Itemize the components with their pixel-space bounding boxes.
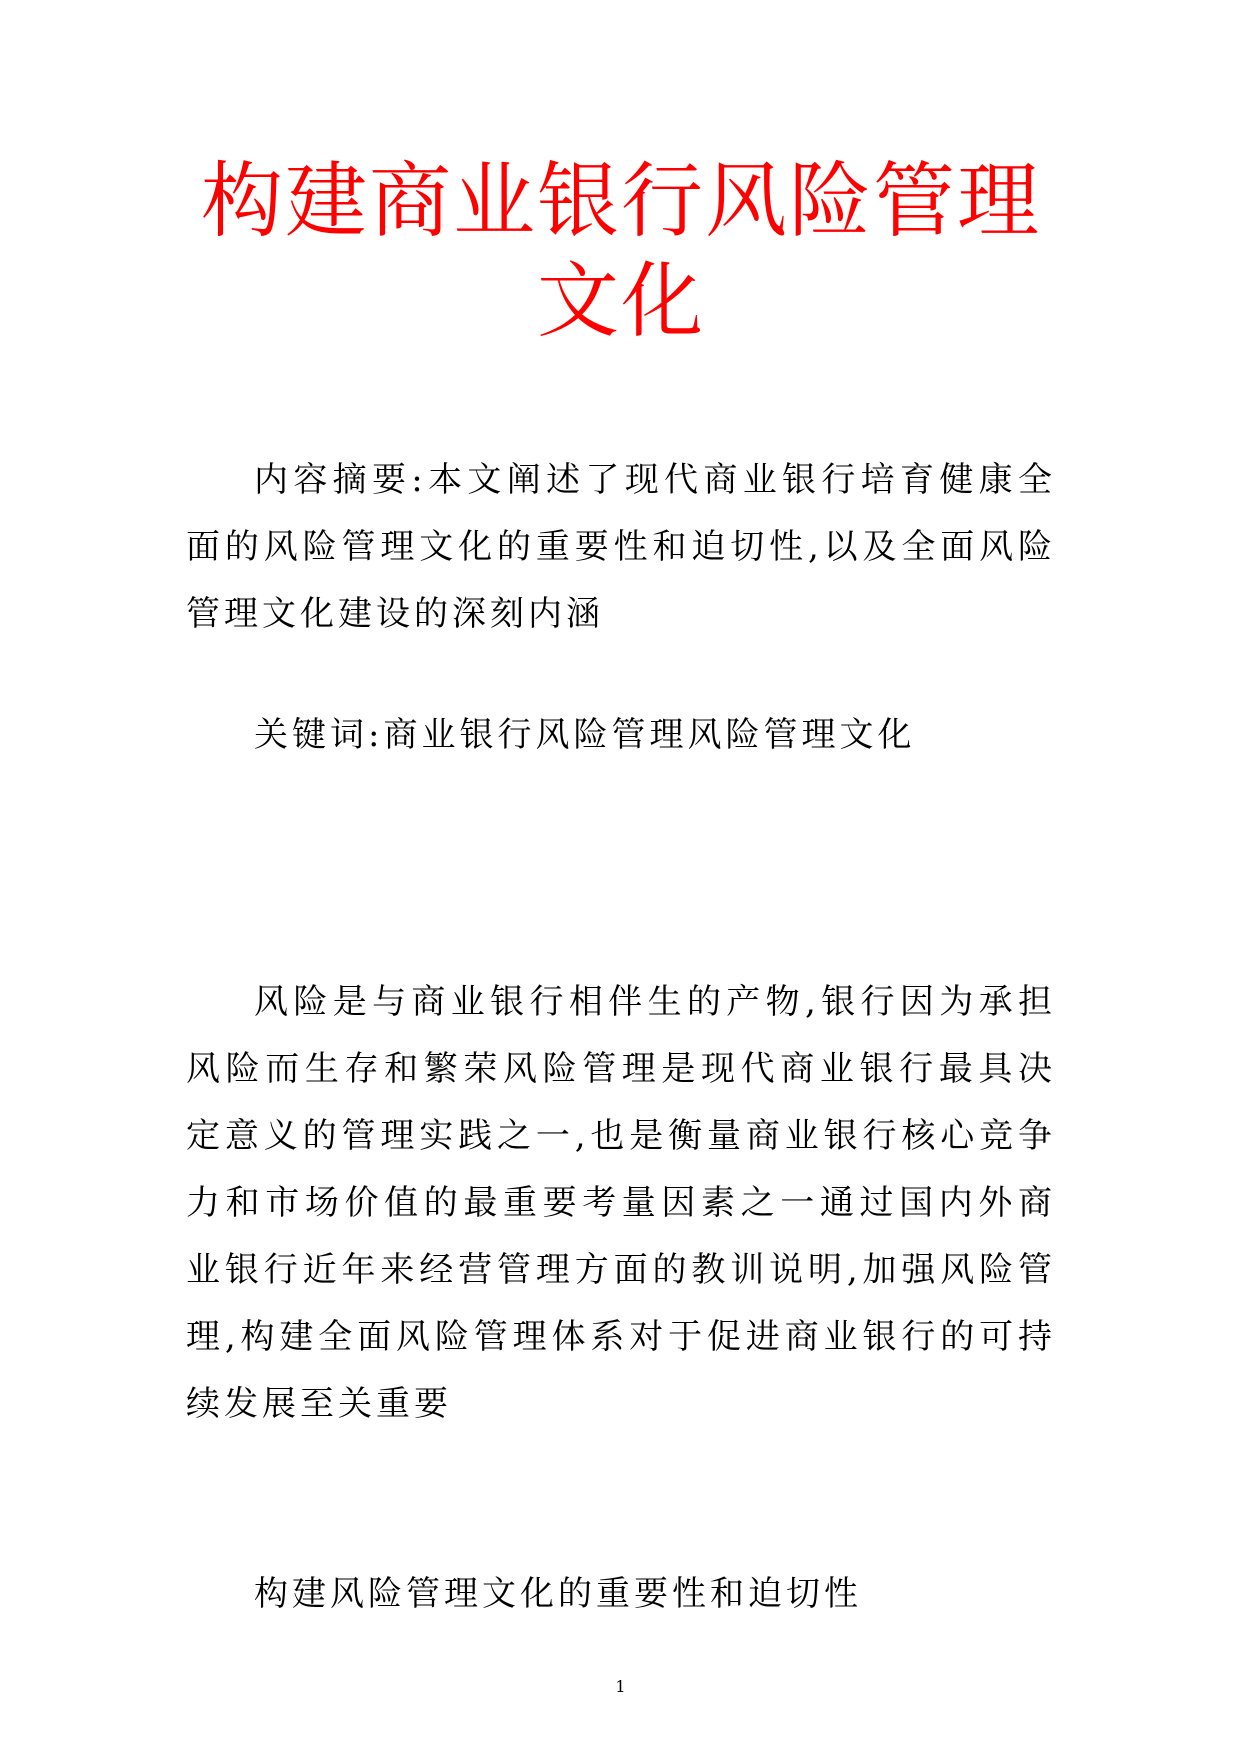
document-title: 构建商业银行风险管理文化 xyxy=(200,154,1041,349)
body-paragraph: 风险是与商业银行相伴生的产物,银行因为承担风险而生存和繁荣风险管理是现代商业银行最具决定意义的管理实践之一,也是衡量商业银行核心竞争力和市场价值的最重要考量因素之一通过国内外商业银行近年来经营管理方面的教训说明,加强风险管理,构建全面风险管理体系对于促进商业银行的可持续发展至关重要 xyxy=(186,982,1056,1424)
keywords-line: 关键词:商业银行风险管理风险管理文化 xyxy=(254,715,916,755)
abstract-paragraph: 内容摘要:本文阐述了现代商业银行培育健康全面的风险管理文化的重要性和迫切性,以及全面风险管理文化建设的深刻内涵 xyxy=(186,460,1056,634)
page-number: 1 xyxy=(615,1677,626,1696)
section-heading: 构建风险管理文化的重要性和迫切性 xyxy=(254,1574,862,1614)
